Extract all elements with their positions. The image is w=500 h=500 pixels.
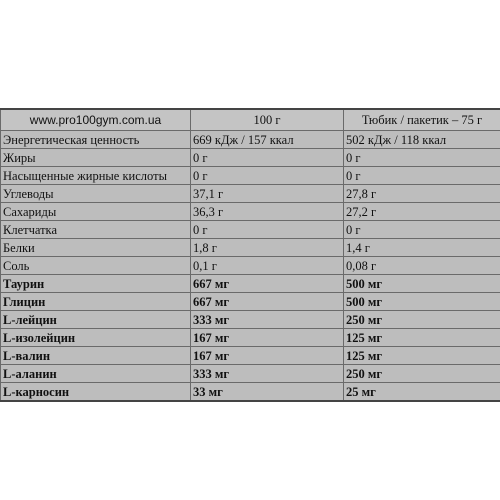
per-100g-cell: 1,8 г [191,239,344,257]
table-row [1,365,500,383]
nutrient-name-cell: Белки [1,239,191,257]
per-serving-cell: 250 мг [344,365,500,383]
table-row [1,347,500,365]
nutrition-table [0,108,500,402]
nutrient-name-cell: Углеводы [1,185,191,203]
nutrient-name-cell: L-лейцин [1,311,191,329]
table-row [1,239,500,257]
nutrient-name-cell: Энергетическая ценность [1,131,191,149]
nutrient-name-cell: Глицин [1,293,191,311]
header-per-100g: 100 г [191,109,344,131]
per-100g-cell: 36,3 г [191,203,344,221]
table-row [1,185,500,203]
table-row [1,221,500,239]
per-100g-cell: 667 мг [191,275,344,293]
per-serving-cell: 500 мг [344,293,500,311]
header-website: www.pro100gym.com.ua [1,109,191,131]
nutrient-name-cell: L-карносин [1,383,191,402]
nutrient-name-cell: Насыщенные жирные кислоты [1,167,191,185]
per-serving-cell: 125 мг [344,329,500,347]
table-header-row [1,109,500,131]
table-row [1,257,500,275]
table-row [1,149,500,167]
table-row [1,167,500,185]
per-serving-cell: 0 г [344,149,500,167]
nutrient-name-cell: Клетчатка [1,221,191,239]
table-row [1,131,500,149]
per-100g-cell: 167 мг [191,347,344,365]
table-row [1,275,500,293]
per-serving-cell: 0,08 г [344,257,500,275]
per-serving-cell: 0 г [344,167,500,185]
per-100g-cell: 0 г [191,221,344,239]
per-serving-cell: 0 г [344,221,500,239]
table-row [1,293,500,311]
per-serving-cell: 1,4 г [344,239,500,257]
nutrient-name-cell: L-валин [1,347,191,365]
per-100g-cell: 669 кДж / 157 ккал [191,131,344,149]
per-100g-cell: 667 мг [191,293,344,311]
table-row [1,329,500,347]
per-serving-cell: 125 мг [344,347,500,365]
per-serving-cell: 25 мг [344,383,500,402]
per-serving-cell: 27,2 г [344,203,500,221]
nutrient-name-cell: L-изолейцин [1,329,191,347]
per-100g-cell: 37,1 г [191,185,344,203]
per-serving-cell: 500 мг [344,275,500,293]
per-serving-cell: 502 кДж / 118 ккал [344,131,500,149]
nutrient-name-cell: L-аланин [1,365,191,383]
table-row [1,203,500,221]
table-row [1,311,500,329]
per-100g-cell: 333 мг [191,311,344,329]
nutrient-name-cell: Сахариды [1,203,191,221]
per-100g-cell: 0 г [191,149,344,167]
nutrient-name-cell: Жиры [1,149,191,167]
table-row [1,383,500,402]
per-100g-cell: 33 мг [191,383,344,402]
nutrient-name-cell: Соль [1,257,191,275]
per-serving-cell: 250 мг [344,311,500,329]
per-serving-cell: 27,8 г [344,185,500,203]
per-100g-cell: 167 мг [191,329,344,347]
per-100g-cell: 0,1 г [191,257,344,275]
per-100g-cell: 0 г [191,167,344,185]
per-100g-cell: 333 мг [191,365,344,383]
header-per-serving: Тюбик / пакетик – 75 г [344,109,500,131]
nutrient-name-cell: Таурин [1,275,191,293]
